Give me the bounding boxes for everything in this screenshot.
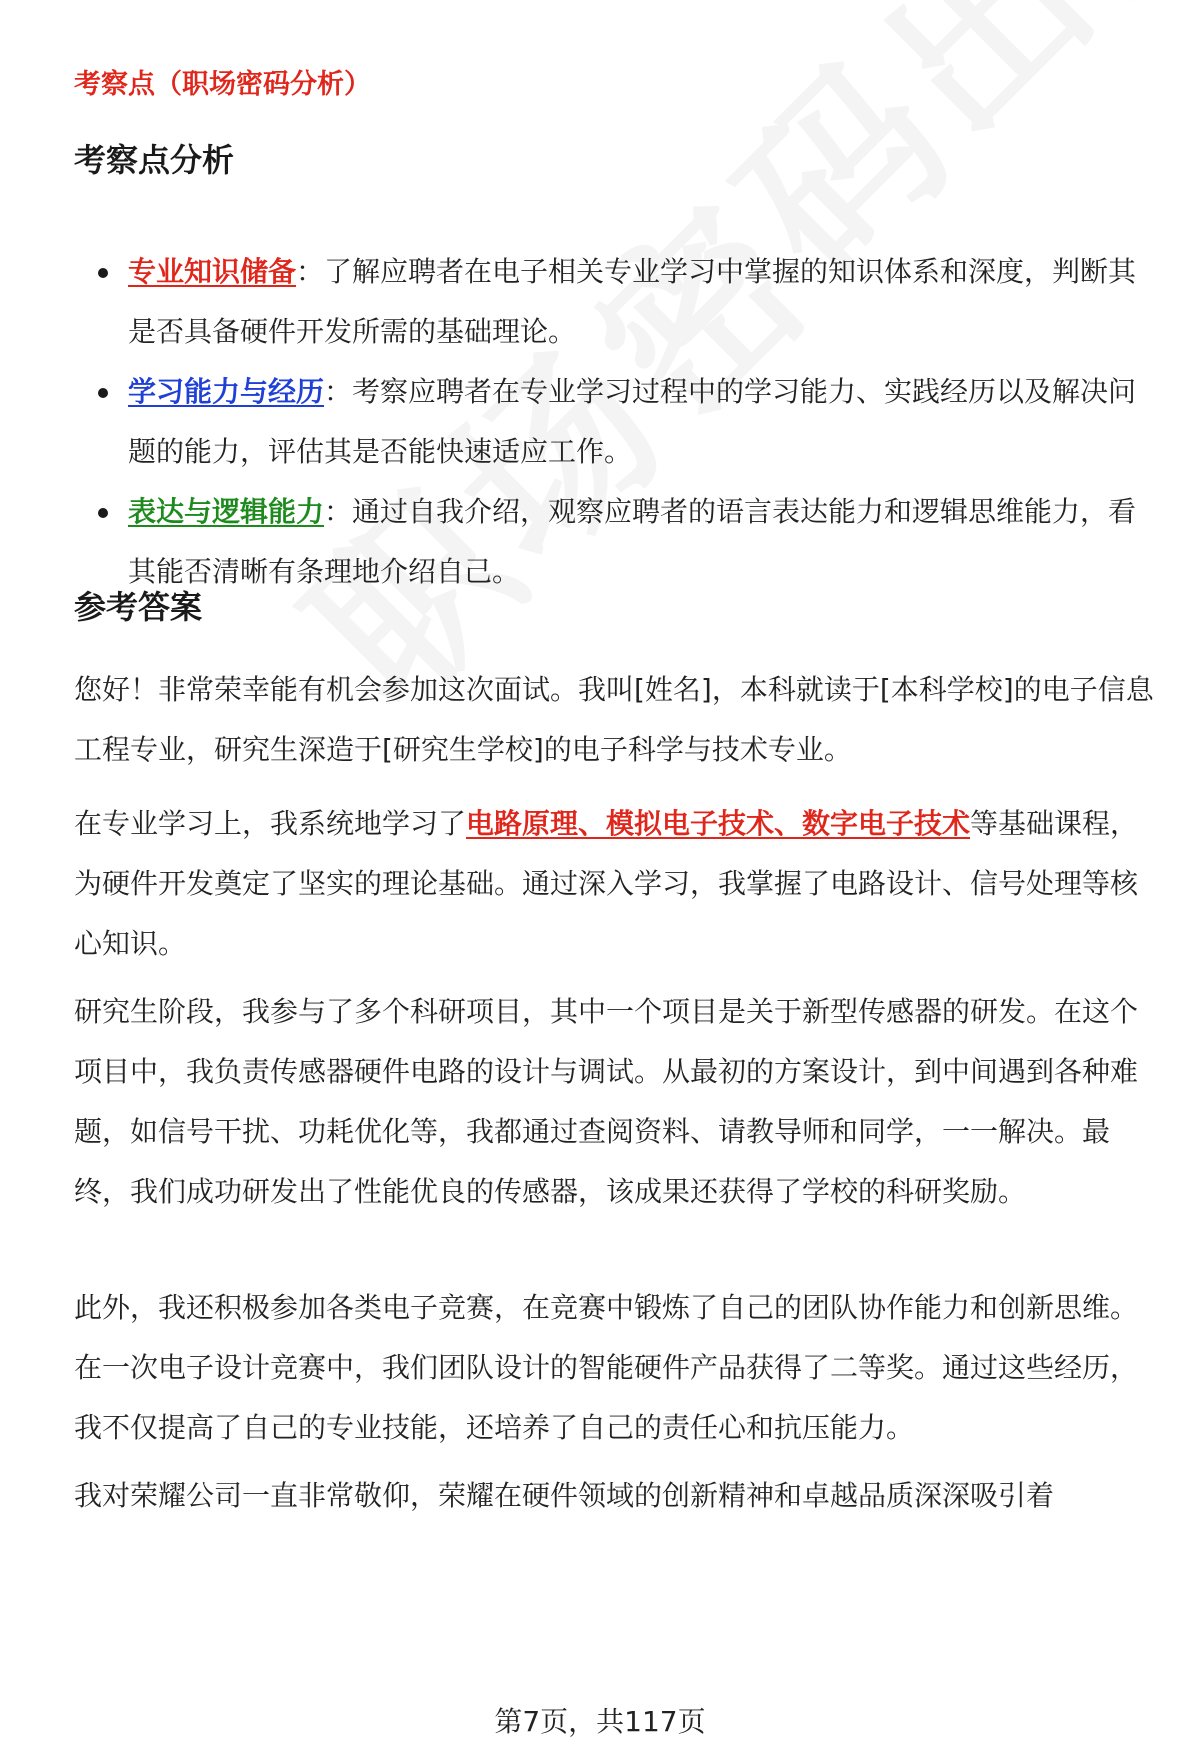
page-footer: 第7页，共117页 xyxy=(494,1705,706,1738)
answer-paragraph-study xyxy=(74,794,1164,974)
list-item-text: ：了解应聘者在电子相关专业学习中掌握的知识体系和深度，判断其是否具备硬件开发所需的基础理论。 xyxy=(128,255,1137,348)
analysis-heading: 考察点分析 xyxy=(74,141,235,179)
answer-paragraph-company: 我对荣耀公司一直非常敬仰，荣耀在硬件领域的创新精神和卓越品质深深吸引着 xyxy=(74,1479,1055,1512)
keyword-professional-knowledge: 专业知识储备 xyxy=(128,255,297,288)
answer-heading: 参考答案 xyxy=(74,588,203,626)
section-label: 考察点（职场密码分析） xyxy=(74,69,371,100)
list-item-text: ：通过自我介绍，观察应聘者的语言表达能力和逻辑思维能力，看其能否清晰有条理地介绍自己。 xyxy=(128,495,1137,588)
highlight-courses: 电路原理、模拟电子技术、数字电子技术 xyxy=(466,807,971,840)
list-item-text: ：考察应聘者在专业学习过程中的学习能力、实践经历以及解决问题的能力，评估其是否能快速适应工作。 xyxy=(128,375,1137,468)
answer-paragraph-intro: 您好！非常荣幸能有机会参加这次面试。我叫[姓名]，本科就读于[本科学校]的电子信息工程专业，研究生深造于[研究生学校]的电子科学与技术专业。 xyxy=(74,673,1154,766)
paragraph-text: 在专业学习上，我系统地学习了 xyxy=(74,807,467,840)
analysis-list xyxy=(74,242,1154,602)
list-item xyxy=(74,482,1154,602)
answer-paragraph-competition: 此外，我还积极参加各类电子竞赛，在竞赛中锻炼了自己的团队协作能力和创新思维。在一次电子设计竞赛中，我们团队设计的智能硬件产品获得了二等奖。通过这些经历，我不仅提高了自己的专业技能，还培养了自己的责任心和抗压能力。 xyxy=(74,1291,1139,1444)
answer-paragraph-research: 研究生阶段，我参与了多个科研项目，其中一个项目是关于新型传感器的研发。在这个项目中，我负责传感器硬件电路的设计与调试。从最初的方案设计，到中间遇到各种难题，如信号干扰、功耗优化等，我都通过查阅资料、请教导师和同学，一一解决。最终，我们成功研发出了性能优良的传感器，该成果还获得了学校的科研奖励。 xyxy=(74,995,1139,1208)
paragraph-text: 等基础课程，为硬件开发奠定了坚实的理论基础。通过深入学习，我掌握了电路设计、信号处理等核心知识。 xyxy=(74,807,1139,960)
list-item xyxy=(74,242,1154,362)
list-item xyxy=(74,362,1154,482)
keyword-expression-logic: 表达与逻辑能力 xyxy=(128,495,325,528)
keyword-learning-ability: 学习能力与经历 xyxy=(128,375,325,408)
